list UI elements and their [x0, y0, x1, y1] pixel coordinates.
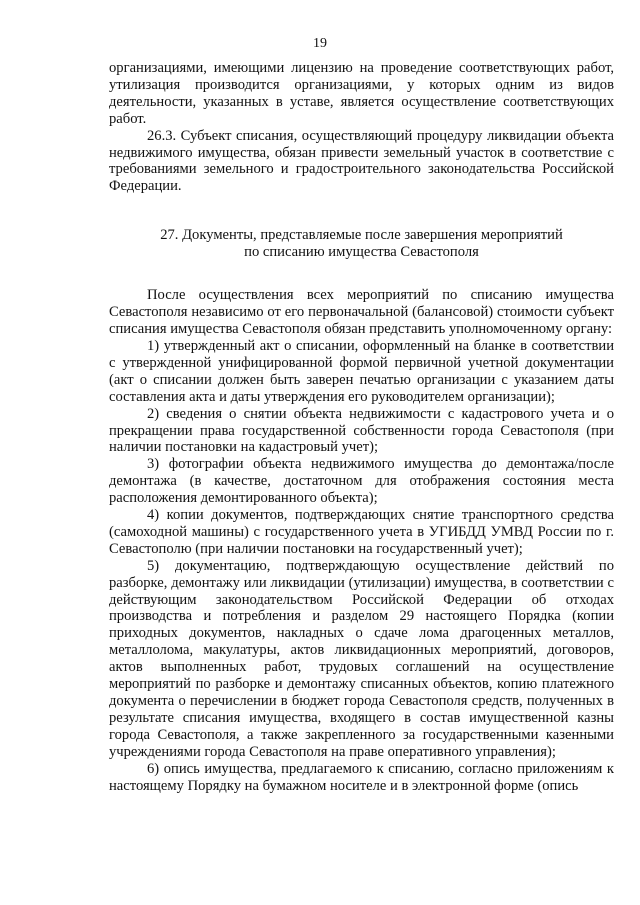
clause-26-3: 26.3. Субъект списания, осуществляющий процедуру ликвидации объекта недвижимого имущества, обязан привести земельный участок в соответствие с требованиями земельного и градостроительного законодательства Российской Федерации.: [109, 127, 614, 195]
continuation-paragraph: организациями, имеющими лицензию на проведение соответствующих работ, утилизация производится организациями, у которых одним из видов деятельности, указанных в уставе, является осуществление соответствующих работ.: [109, 60, 614, 127]
section-27-intro: После осуществления всех мероприятий по списанию имущества Севастополя независимо от его первоначальной (балансовой) стоимости субъект списания имущества Севастополя обязан представить уполномоченному органу:: [109, 287, 614, 338]
section-27-title-line2: по списанию имущества Севастополя: [244, 244, 479, 261]
section-27-title-line1: 27. Документы, представляемые после завершения мероприятий: [160, 227, 563, 244]
list-item-5: 5) документацию, подтверждающую осуществление действий по разборке, демонтажу или ликвидации (утилизации) имущества, в соответствии с действующим законодательством Российской Федерации об отходах производства и потребления и разделом 29 настоящего Порядка (копии приходных документов, накладных о сдаче лома драгоценных металлов, металлолома, макулатуры, актов ликвидационных мероприятий, договоров, актов выполненных работ, трудовых соглашений на осуществление мероприятий по разборке и демонтажу списанных объектов, копию платежного документа о перечислении в бюджет города Севастополя средств, полученных в результате списания имущества, входящего в состав имущественной казны города Севастополя, а также закрепленного за государственными казенными учреждениями города Севастополя на праве оперативного управления);: [109, 557, 614, 760]
list-item-4: 4) копии документов, подтверждающих снятие транспортного средства (самоходной машины) с государственного учета в УГИБДД УМВД России по г. Севастополю (при наличии постановки на государственный учет);: [109, 507, 614, 557]
list-item-6: 6) опись имущества, предлагаемого к списанию, согласно приложениям к настоящему Порядку на бумажном носителе и в электронной форме (опись: [109, 760, 614, 794]
document-body: [109, 60, 614, 794]
page-number: 19: [313, 36, 327, 51]
section-27-heading: [109, 227, 614, 261]
list-item-3: 3) фотографии объекта недвижимого имущества до демонтажа/после демонтажа (в качестве, достаточном для отображения состояния места расположения демонтированного объекта);: [109, 456, 614, 507]
list-item-2: 2) сведения о снятии объекта недвижимости с кадастрового учета и о прекращении права государственной собственности города Севастополя (при наличии постановки на кадастровый учет);: [109, 405, 614, 456]
list-item-1: 1) утвержденный акт о списании, оформленный на бланке в соответствии с утвержденной унифицированной формой первичной учетной документации (акт о списании должен быть заверен печатью организации с указанием даты составления акта и даты утверждения его руководителем организации);: [109, 337, 614, 405]
